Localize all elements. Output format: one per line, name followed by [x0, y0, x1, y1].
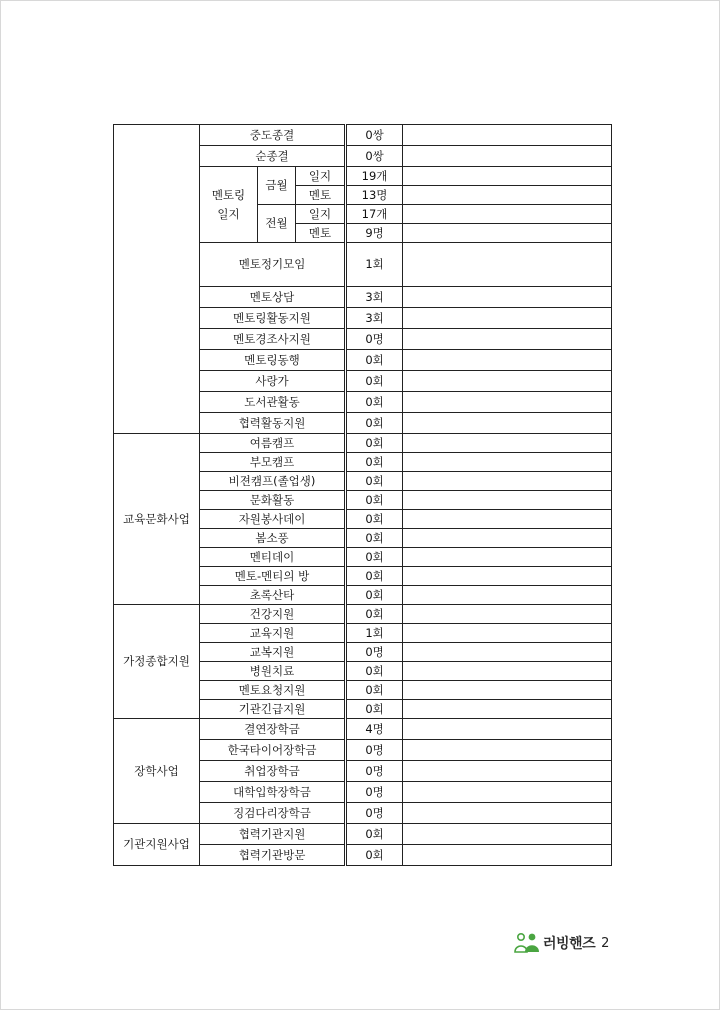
value-cell: 9명	[346, 224, 403, 243]
note-cell	[403, 224, 612, 243]
item-label: 멘토경조사지원	[200, 329, 346, 350]
note-cell	[403, 287, 612, 308]
value-cell: 4명	[346, 719, 403, 740]
value-cell: 0회	[346, 413, 403, 434]
note-cell	[403, 350, 612, 371]
note-cell	[403, 453, 612, 472]
value-cell: 0회	[346, 586, 403, 605]
note-cell	[403, 510, 612, 529]
table-row	[114, 434, 612, 453]
page-number: 2	[601, 935, 610, 951]
item-label: 병원치료	[200, 662, 346, 681]
item-label: 협력기관방문	[200, 845, 346, 866]
table-row	[114, 719, 612, 740]
note-cell	[403, 125, 612, 146]
note-cell	[403, 491, 612, 510]
note-cell	[403, 392, 612, 413]
table-row	[114, 125, 612, 146]
value-cell: 0회	[346, 662, 403, 681]
activity-report-table	[113, 124, 612, 866]
value-cell: 1회	[346, 624, 403, 643]
value-cell: 0명	[346, 740, 403, 761]
note-cell	[403, 529, 612, 548]
item-label: 순종결	[200, 146, 346, 167]
note-cell	[403, 586, 612, 605]
value-cell: 0명	[346, 329, 403, 350]
note-cell	[403, 146, 612, 167]
value-cell: 0쌍	[346, 146, 403, 167]
value-cell: 0회	[346, 472, 403, 491]
period-cell: 전월	[258, 205, 296, 243]
note-cell	[403, 472, 612, 491]
value-cell: 0회	[346, 350, 403, 371]
note-cell	[403, 803, 612, 824]
item-label: 건강지원	[200, 605, 346, 624]
value-cell: 0명	[346, 761, 403, 782]
item-label: 비젼캠프(졸업생)	[200, 472, 346, 491]
value-cell: 0회	[346, 491, 403, 510]
item-label: 멘토링동행	[200, 350, 346, 371]
footer	[513, 932, 609, 954]
table-row	[114, 824, 612, 845]
note-cell	[403, 243, 612, 287]
note-cell	[403, 548, 612, 567]
table-row	[114, 605, 612, 624]
item-label: 초록산타	[200, 586, 346, 605]
item-label: 멘토링 일지	[200, 167, 258, 243]
value-cell: 0회	[346, 605, 403, 624]
item-label: 멘토정기모임	[200, 243, 346, 287]
kind-cell: 멘토	[296, 224, 346, 243]
note-cell	[403, 643, 612, 662]
note-cell	[403, 167, 612, 186]
value-cell: 3회	[346, 308, 403, 329]
kind-cell: 일지	[296, 205, 346, 224]
note-cell	[403, 824, 612, 845]
value-cell: 0회	[346, 510, 403, 529]
item-label: 교복지원	[200, 643, 346, 662]
value-cell: 0회	[346, 392, 403, 413]
group-cell: 장학사업	[114, 719, 200, 824]
item-label: 자원봉사데이	[200, 510, 346, 529]
group-cell: 가정종합지원	[114, 605, 200, 719]
value-cell: 0명	[346, 803, 403, 824]
note-cell	[403, 308, 612, 329]
value-cell: 0회	[346, 371, 403, 392]
item-label: 멘토-멘티의 방	[200, 567, 346, 586]
item-label: 멘티데이	[200, 548, 346, 567]
value-cell: 3회	[346, 287, 403, 308]
item-label: 교육지원	[200, 624, 346, 643]
item-label: 여름캠프	[200, 434, 346, 453]
note-cell	[403, 413, 612, 434]
group-cell: 교육문화사업	[114, 434, 200, 605]
note-cell	[403, 681, 612, 700]
item-label: 대학입학장학금	[200, 782, 346, 803]
item-label: 멘토요청지원	[200, 681, 346, 700]
value-cell: 0명	[346, 782, 403, 803]
value-cell: 0회	[346, 681, 403, 700]
value-cell: 0쌍	[346, 125, 403, 146]
note-cell	[403, 782, 612, 803]
value-cell: 13명	[346, 186, 403, 205]
note-cell	[403, 567, 612, 586]
period-cell: 금월	[258, 167, 296, 205]
note-cell	[403, 434, 612, 453]
item-label: 취업장학금	[200, 761, 346, 782]
item-label: 봄소풍	[200, 529, 346, 548]
item-label: 멘토상담	[200, 287, 346, 308]
value-cell: 17개	[346, 205, 403, 224]
item-label: 협력활동지원	[200, 413, 346, 434]
item-label: 사랑가	[200, 371, 346, 392]
note-cell	[403, 662, 612, 681]
two-leaf-people-icon	[513, 932, 541, 954]
note-cell	[403, 605, 612, 624]
value-cell: 0회	[346, 567, 403, 586]
note-cell	[403, 186, 612, 205]
brand-name: 러빙핸즈	[543, 936, 596, 952]
item-label: 결연장학금	[200, 719, 346, 740]
note-cell	[403, 371, 612, 392]
value-cell: 0회	[346, 453, 403, 472]
group-cell	[114, 125, 200, 434]
item-label: 부모캠프	[200, 453, 346, 472]
note-cell	[403, 624, 612, 643]
value-cell: 19개	[346, 167, 403, 186]
kind-cell: 일지	[296, 167, 346, 186]
note-cell	[403, 845, 612, 866]
note-cell	[403, 740, 612, 761]
note-cell	[403, 719, 612, 740]
item-label: 도서관활동	[200, 392, 346, 413]
value-cell: 0회	[346, 529, 403, 548]
item-label: 문화활동	[200, 491, 346, 510]
kind-cell: 멘토	[296, 186, 346, 205]
note-cell	[403, 761, 612, 782]
note-cell	[403, 329, 612, 350]
item-label: 징검다리장학금	[200, 803, 346, 824]
item-label: 기관긴급지원	[200, 700, 346, 719]
value-cell: 0회	[346, 434, 403, 453]
item-label: 협력기관지원	[200, 824, 346, 845]
value-cell: 0회	[346, 824, 403, 845]
item-label: 중도종결	[200, 125, 346, 146]
note-cell	[403, 700, 612, 719]
item-label: 한국타이어장학금	[200, 740, 346, 761]
note-cell	[403, 205, 612, 224]
value-cell: 0회	[346, 548, 403, 567]
group-cell: 기관지원사업	[114, 824, 200, 866]
item-label: 멘토링활동지원	[200, 308, 346, 329]
value-cell: 0회	[346, 845, 403, 866]
value-cell: 0명	[346, 643, 403, 662]
value-cell: 1회	[346, 243, 403, 287]
value-cell: 0회	[346, 700, 403, 719]
